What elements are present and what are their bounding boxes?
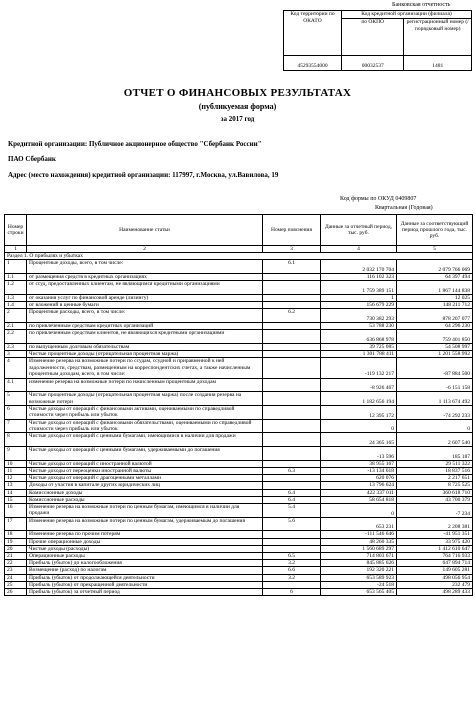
row-note [263,323,321,330]
row-number: 14 [5,489,27,496]
row-previous-value: 764 716 933 [397,553,473,560]
col-index: 4 [321,246,397,253]
row-number: 8 [5,433,27,447]
table-row [5,531,473,538]
col-header-current: Данные за отчетный период, тыс. руб. [321,215,397,246]
row-name: Чистые доходы от операций с иностранной валютой [27,460,263,467]
regnum-header: регистрационный номер (/порядковый номер) [404,19,472,56]
row-name: по привлеченным средствам клиентов, не являющихся кредитными организациями [27,330,263,344]
row-number: 1 [5,260,27,274]
table-row [5,294,473,301]
row-number: 5 [5,392,27,406]
row-current-value: 620 076 [321,475,397,482]
table-row [5,351,473,358]
table-row [5,330,473,344]
row-previous-value: 360 618 710 [397,489,473,496]
row-note [263,531,321,538]
col-index: 5 [397,246,473,253]
row-previous-value: 2 217 651 [397,475,473,482]
row-note: 6.2 [263,309,321,323]
row-note [263,378,321,392]
row-number: 9 [5,447,27,461]
report-type-label: Банковская отчетность [392,2,451,8]
row-note: 3.2 [263,574,321,581]
table-row [5,419,473,433]
table-row [5,560,473,567]
row-note [263,351,321,358]
table-row [5,504,473,518]
row-previous-value: 29 511 322 [397,460,473,467]
row-number: 25 [5,581,27,588]
row-note [263,419,321,433]
row-previous-value: 54 508 997 [397,343,473,350]
table-row [5,392,473,406]
row-number: 2.2 [5,330,27,344]
row-previous-value: -6 151 158 [397,378,473,392]
row-current-value: 0 [321,419,397,433]
row-previous-value: 18 837 516 [397,468,473,475]
table-row [5,281,473,295]
row-note [263,406,321,420]
row-number: 19 [5,538,27,545]
row-note [263,538,321,545]
row-note [263,433,321,447]
col-header-num: Номер строки [5,215,27,246]
row-number: 23 [5,567,27,574]
row-number: 10 [5,460,27,467]
row-previous-value: 498 289 433 [397,589,473,596]
row-note [263,581,321,588]
row-name: Прибыль (убыток) от продолжающейся деятельности [27,574,263,581]
row-current-value: 192 320 221 [321,567,397,574]
row-note: 6.5 [263,553,321,560]
row-current-value: -24 518 [321,581,397,588]
row-name: Изменение резерва на возможные потери по ценным бумагам, имеющимся в наличии для продажи [27,504,263,518]
row-number: 21 [5,553,27,560]
table-row [5,553,473,560]
table-row [5,433,473,447]
row-previous-value: 12 025 [397,294,473,301]
row-note [263,482,321,489]
row-number: 3 [5,351,27,358]
col-index: 2 [27,246,263,253]
row-previous-value: 33 975 420 [397,538,473,545]
row-previous-value: 498 056 954 [397,574,473,581]
row-previous-value: 185 187 [397,447,473,461]
row-note: 6.6 [263,567,321,574]
row-name: Изменение резерва по прочим потерям [27,531,263,538]
row-note: 6.3 [263,468,321,475]
row-current-value: 156 679 229 [321,302,397,309]
row-previous-value: 2 607 540 [397,433,473,447]
row-note: 5.4 [263,504,321,518]
table-row [5,260,473,274]
row-name: от размещения средств в кредитных организациях [27,274,263,281]
row-previous-value: -74 292 233 [397,406,473,420]
table-row [5,567,473,574]
row-number: 22 [5,560,27,567]
row-current-value: 39 725 085 [321,343,397,350]
row-note [263,358,321,378]
col-index: 3 [263,246,321,253]
row-number: 1.3 [5,294,27,301]
org-short-name: ПАО Сбербанк [8,155,56,163]
row-previous-value: 647 894 714 [397,560,473,567]
row-note [263,302,321,309]
row-previous-value: 759 401 850 [397,330,473,344]
row-number: 18 [5,531,27,538]
table-row [5,406,473,420]
table-row [5,468,473,475]
row-name: изменение резерва на возможные потери по начисленным процентным доходам [27,378,263,392]
row-number: 24 [5,574,27,581]
col-index: 1 [5,246,27,253]
row-note: 5.6 [263,517,321,531]
row-current-value: 13 796 624 [321,482,397,489]
row-previous-value: 64 397 494 [397,274,473,281]
row-number: 2.1 [5,323,27,330]
row-number: 1.2 [5,281,27,295]
table-row [5,538,473,545]
row-note [263,274,321,281]
row-current-value: 653 565 405 [321,589,397,596]
row-number: 15 [5,496,27,503]
row-name: Чистые доходы от операций с финансовыми активами, оцениваемыми по справедливой стоимости через прибыль или убыток [27,406,263,420]
row-previous-value: 8 725 525 [397,482,473,489]
row-current-value: 38 955 167 [321,460,397,467]
row-name: Комиссионные доходы [27,489,263,496]
okud-code: Код формы по ОКУД 0409807 [340,196,417,202]
table-row [5,302,473,309]
row-previous-value: 1 201 558 992 [397,351,473,358]
row-name: от оказания услуг по финансовой аренде (лизингу) [27,294,263,301]
row-note [263,281,321,295]
col-header-name: Наименование статьи [27,215,263,246]
row-name: Чистые доходы от операций с финансовыми обязательствами, оцениваемыми по справедливой стоимости через прибыль или убыток [27,419,263,433]
row-name: Доходы от участия в капитале других юридических лиц [27,482,263,489]
row-name: Процентные доходы, всего, в том числе: [27,260,263,274]
row-name: Прочие операционные доходы [27,538,263,545]
row-name: Возмещение (расход) по налогам [27,567,263,574]
row-note [263,392,321,406]
report-title: ОТЧЕТ О ФИНАНСОВЫХ РЕЗУЛЬТАТАХ [123,87,352,99]
row-note: 6.4 [263,496,321,503]
row-current-value: 653 231 [321,517,397,531]
row-current-value: 653 589 923 [321,574,397,581]
row-name: Прибыль (убыток) от прекращенной деятельности [27,581,263,588]
row-current-value: 53 788 230 [321,323,397,330]
row-previous-value: 43 700 379 [397,496,473,503]
row-previous-value: 878 207 077 [397,309,473,323]
row-previous-value: 64 296 230 [397,323,473,330]
row-current-value: 0 [321,504,397,518]
okpo-value: 00032537 [342,56,404,71]
row-current-value: -13 134 618 [321,468,397,475]
row-note [263,330,321,344]
table-row [5,581,473,588]
row-number: 26 [5,589,27,596]
row-previous-value: 232 479 [397,581,473,588]
row-current-value: 2 032 170 704 [321,260,397,274]
row-previous-value: 1 412 610 647 [397,545,473,552]
row-note: 6.4 [263,489,321,496]
row-name: по выпущенным долговым обязательствам [27,343,263,350]
row-current-value: 24 365 165 [321,433,397,447]
row-current-value: 48 260 335 [321,538,397,545]
org-address: Адрес (место нахождения) кредитной организации: 117997, г.Москва, ул.Вавилова, 19 [8,171,279,179]
row-current-value: 636 868 978 [321,330,397,344]
row-number: 2.3 [5,343,27,350]
row-note [263,475,321,482]
row-note [263,447,321,461]
row-note [263,545,321,552]
row-number: 12 [5,475,27,482]
table-row [5,589,473,596]
row-name: Чистые процентные доходы (отрицательная процентная маржа) после создания резерва на возможные потери [27,392,263,406]
row-number: 17 [5,517,27,531]
row-name: Чистые доходы от операций с драгоценными металлами [27,475,263,482]
row-name: Прибыль (убыток) за отчетный период [27,589,263,596]
regnum-value: 1481 [404,56,472,71]
row-current-value: 58 654 818 [321,496,397,503]
row-number: 7 [5,419,27,433]
row-current-value: 845 885 626 [321,560,397,567]
row-name: Чистые доходы от операций с ценными бумагами, имеющимися в наличии для продажи [27,433,263,447]
org-code-header: Код кредитной организации (филиала) [342,11,472,19]
row-previous-value: 1 113 674 492 [397,392,473,406]
table-row [5,489,473,496]
row-current-value: -119 132 217 [321,358,397,378]
row-current-value: 1 560 689 297 [321,545,397,552]
codes-table [283,10,472,71]
row-name: Процентные расходы, всего, в том числе: [27,309,263,323]
table-row [5,460,473,467]
table-row [5,545,473,552]
row-name: по привлеченным средствам кредитных организаций [27,323,263,330]
row-current-value: 1 182 656 194 [321,392,397,406]
row-number: 6 [5,406,27,420]
row-previous-value: 2 079 766 069 [397,260,473,274]
table-row [5,323,473,330]
row-name: Операционные расходы [27,553,263,560]
row-previous-value: 0 [397,419,473,433]
row-number: 11 [5,468,27,475]
column-index-row [5,246,473,253]
row-note [263,343,321,350]
row-name: от ссуд, предоставленных клиентам, не являющимся кредитными организациями [27,281,263,295]
row-previous-value: -7 234 [397,504,473,518]
report-subtitle: (публикуемая форма) [198,102,277,111]
section-row [5,253,473,260]
period-type: Квартальная (Годовая) [375,205,433,211]
col-header-note: Номер пояснения [263,215,321,246]
table-row [5,574,473,581]
okato-value: 45293554000 [284,56,342,71]
table-row [5,274,473,281]
row-name: Прибыль (убыток) до налогообложения [27,560,263,567]
row-number: 2 [5,309,27,323]
table-row [5,343,473,350]
table-row [5,482,473,489]
row-current-value: 12 395 172 [321,406,397,420]
row-name: Чистые доходы от переоценки иностранной валюты [27,468,263,475]
table-row [5,496,473,503]
row-number: 4 [5,358,27,378]
row-previous-value: 148 211 712 [397,302,473,309]
row-current-value: -111 546 646 [321,531,397,538]
financial-results-table [4,214,473,596]
row-number: 20 [5,545,27,552]
row-name: Чистые доходы от операций с ценными бумагами, удерживаемыми до погашения [27,447,263,461]
row-note [263,460,321,467]
row-number: 4.1 [5,378,27,392]
row-previous-value: 1 867 144 838 [397,281,473,295]
okato-header: Код территории по ОКАТО [284,11,342,56]
okpo-header: по ОКПО [342,19,404,56]
report-year: за 2017 год [220,115,255,123]
row-previous-value: -87 884 500 [397,358,473,378]
row-number: 16 [5,504,27,518]
row-name: Изменение резерва на возможные потери по ссудам, ссудной и приравненной к ней задолженности, средствам, размещенным на корреспондентских счетах, а также начисленным процентным доходам, всего, в том числе: [27,358,263,378]
row-current-value: 1 [321,294,397,301]
row-current-value: 1 759 389 151 [321,281,397,295]
table-row [5,378,473,392]
table-row [5,475,473,482]
row-current-value: 116 102 323 [321,274,397,281]
row-number: 1.1 [5,274,27,281]
row-previous-value: 2 208 381 [397,517,473,531]
row-note [263,294,321,301]
table-row [5,517,473,531]
row-name: Чистые доходы (расходы) [27,545,263,552]
org-name: Кредитной организации: Публичное акционерное общество "Сбербанк России" [8,140,262,148]
row-previous-value: -41 951 351 [397,531,473,538]
row-current-value: -8 926 467 [321,378,397,392]
row-note: 6 [263,589,321,596]
row-name: Изменение резерва на возможные потери по ценным бумагам, удерживаемым до погашения [27,517,263,531]
row-current-value: 422 337 011 [321,489,397,496]
row-current-value: -13 596 [321,447,397,461]
col-header-previous: Данные за соответствующий период прошлого года, тыс. руб. [397,215,473,246]
row-note: 3.2 [263,560,321,567]
row-current-value: 730 382 293 [321,309,397,323]
table-row [5,447,473,461]
table-row [5,358,473,378]
table-header-row [5,215,473,246]
row-name: Комиссионные расходы [27,496,263,503]
section-title: Раздел 1. О прибылях и убытках [5,253,473,260]
row-previous-value: 149 605 281 [397,567,473,574]
row-name: от вложений в ценные бумаги [27,302,263,309]
row-current-value: 1 301 788 411 [321,351,397,358]
row-number: 1.4 [5,302,27,309]
row-note: 6.1 [263,260,321,274]
row-number: 13 [5,482,27,489]
row-current-value: 714 803 671 [321,553,397,560]
row-name: Чистые процентные доходы (отрицательная процентная маржа) [27,351,263,358]
table-row [5,309,473,323]
